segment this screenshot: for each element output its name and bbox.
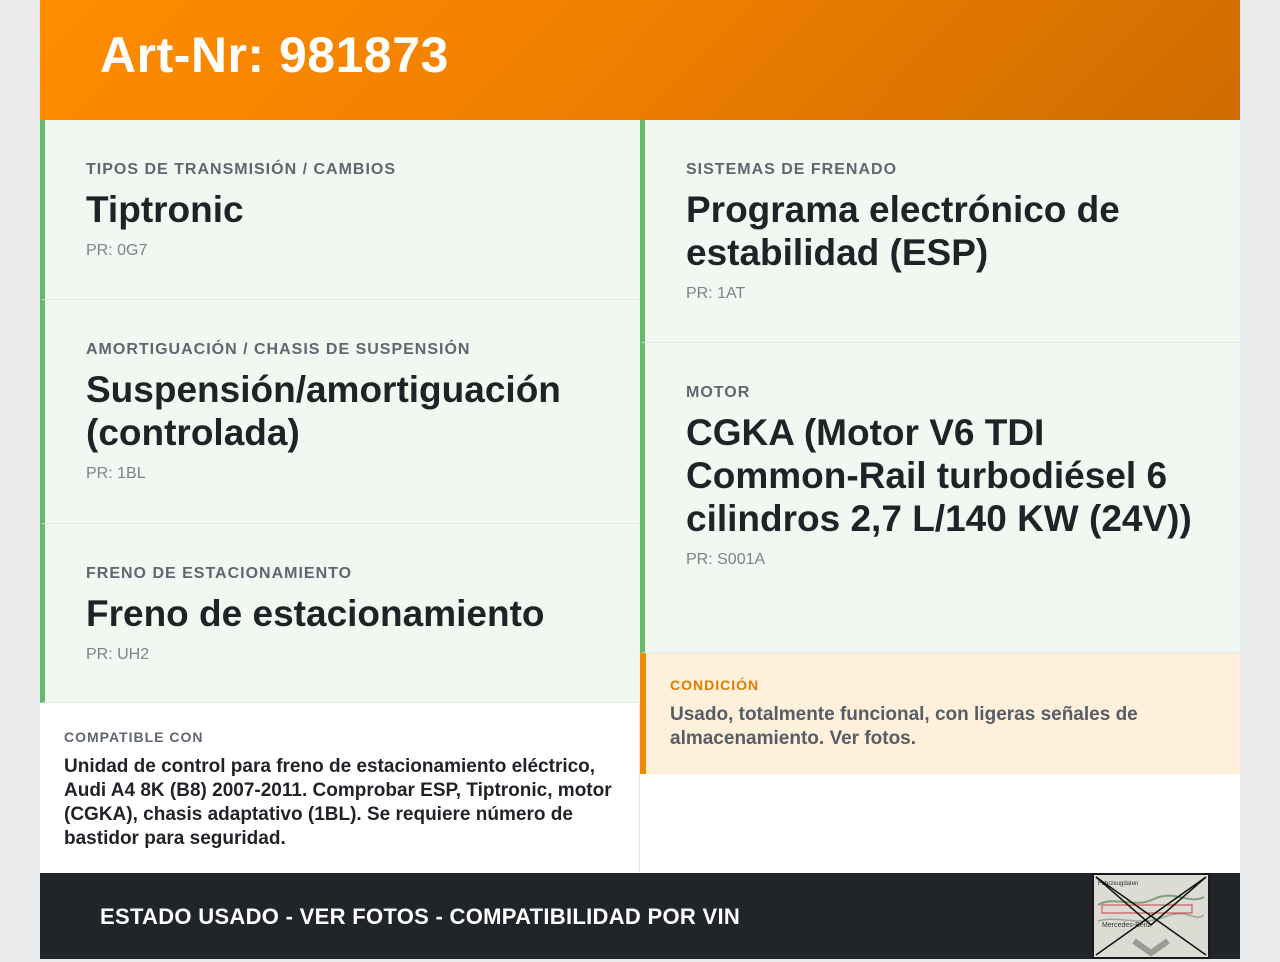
condition-text: Usado, totalmente funcional, con ligeras señales de almacenamiento. Ver fotos. bbox=[670, 704, 1138, 749]
spec-value: CGKA (Motor V6 TDI Common-Rail turbodiésel 6 cilindros 2,7 L/140 KW (24V)) bbox=[686, 412, 1192, 539]
right-column bbox=[640, 120, 1240, 653]
spec-pr-code: PR: 0G7 bbox=[86, 242, 148, 259]
compatibility-section bbox=[40, 703, 640, 873]
spec-pr-code: PR: S001A bbox=[686, 551, 766, 568]
spec-label: TIPOS DE TRANSMISIÓN / CAMBIOS bbox=[86, 161, 397, 178]
spec-card-transmission bbox=[40, 120, 640, 300]
spec-label: FRENO DE ESTACIONAMIENTO bbox=[86, 565, 353, 582]
compatibility-text: Unidad de control para freno de estacionamiento eléctrico, Audi A4 8K (B8) 2007-2011. Comprobar ESP, Tiptronic, motor (CGKA), chasis adaptativo (1BL). Se requiere número de bastidor para seguridad. bbox=[64, 756, 612, 849]
spec-pr-code: PR: 1AT bbox=[686, 285, 746, 302]
spec-label: MOTOR bbox=[686, 384, 751, 401]
product-sheet bbox=[40, 0, 1240, 959]
condition-label: CONDICIÓN bbox=[670, 677, 760, 693]
spec-card-braking-system bbox=[640, 120, 1240, 343]
spec-label: AMORTIGUACIÓN / CHASIS DE SUSPENSIÓN bbox=[86, 341, 471, 358]
header-banner bbox=[40, 0, 1240, 120]
spec-value: Freno de estacionamiento bbox=[86, 593, 545, 634]
article-number-title: Art-Nr: 981873 bbox=[100, 27, 449, 83]
spec-pr-code: PR: UH2 bbox=[86, 646, 150, 663]
footer-text: ESTADO USADO - VER FOTOS - COMPATIBILIDAD POR VIN bbox=[100, 904, 741, 929]
spec-card-motor bbox=[640, 343, 1240, 653]
thumbnail-caption: Mercedes-Benz bbox=[1102, 922, 1152, 929]
vehicle-data-thumbnail[interactable] bbox=[1092, 873, 1210, 959]
left-column bbox=[40, 120, 640, 703]
spec-value: Suspensión/amortiguación (controlada) bbox=[86, 369, 561, 453]
compatibility-label: COMPATIBLE CON bbox=[64, 729, 204, 745]
spec-card-parking-brake bbox=[40, 524, 640, 703]
spec-value: Tiptronic bbox=[86, 189, 244, 230]
spec-card-suspension bbox=[40, 300, 640, 524]
footer-bar bbox=[40, 873, 1240, 959]
spec-pr-code: PR: 1BL bbox=[86, 465, 146, 482]
thumbnail-caption: Fahrzeugdaten bbox=[1098, 881, 1139, 887]
spec-value: Programa electrónico de estabilidad (ESP) bbox=[686, 189, 1120, 273]
document-photo-icon bbox=[1094, 875, 1208, 957]
condition-section bbox=[640, 653, 1240, 774]
spec-label: SISTEMAS DE FRENADO bbox=[686, 161, 898, 178]
